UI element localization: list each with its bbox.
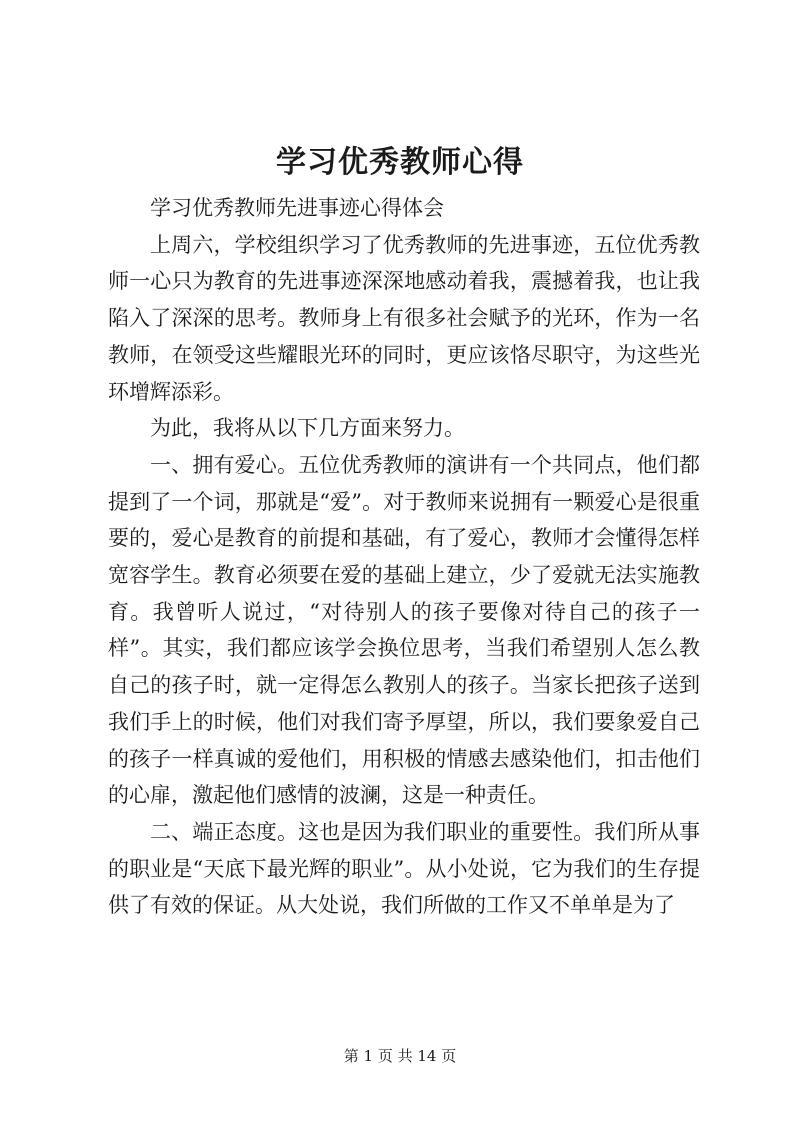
paragraph-intro: 上周六，学校组织学习了优秀教师的先进事迹，五位优秀教师一心只为教育的先进事迹深深地感动着我，震撼着我，也让我陷入了深深的思考。教师身上有很多社会赋予的光环，作为一名教师，在领受这些耀眼光环的同时，更应该恪尽职守，为这些光环增辉添彩。 <box>108 232 700 404</box>
page-footer: 第 1 页 共 14 页 <box>343 1047 457 1065</box>
paragraph-transition: 为此，我将从以下几方面来努力。 <box>150 416 465 441</box>
paragraph-subtitle: 学习优秀教师先进事迹心得体会 <box>150 196 444 220</box>
document-title: 学习优秀教师心得 <box>276 145 524 180</box>
document-body <box>108 190 700 924</box>
paragraph-point-two: 二、端正态度。这也是因为我们职业的重要性。我们所从事的职业是“天底下最光辉的职业”。从小处说，它为我们的生存提供了有效的保证。从大处说，我们所做的工作又不单单是为了 <box>108 819 700 918</box>
paragraph-point-one: 一、拥有爱心。五位优秀教师的演讲有一个共同点，他们都提到了一个词，那就是“爱”。对于教师来说拥有一颗爱心是很重要的，爱心是教育的前提和基础，有了爱心，教师才会懂得怎样宽容学生。教育必须要在爱的基础上建立，少了爱就无法实施教育。我曾听人说过，“对待别人的孩子要像对待自己的孩子一样”。其实，我们都应该学会换位思考，当我们希望别人怎么教自己的孩子时，就一定得怎么教别人的孩子。当家长把孩子送到我们手上的时候，他们对我们寄予厚望，所以，我们要象爱自己的孩子一样真诚的爱他们，用积极的情感去感染他们，扣击他们的心扉，激起他们感情的波澜，这是一种责任。 <box>108 452 700 808</box>
